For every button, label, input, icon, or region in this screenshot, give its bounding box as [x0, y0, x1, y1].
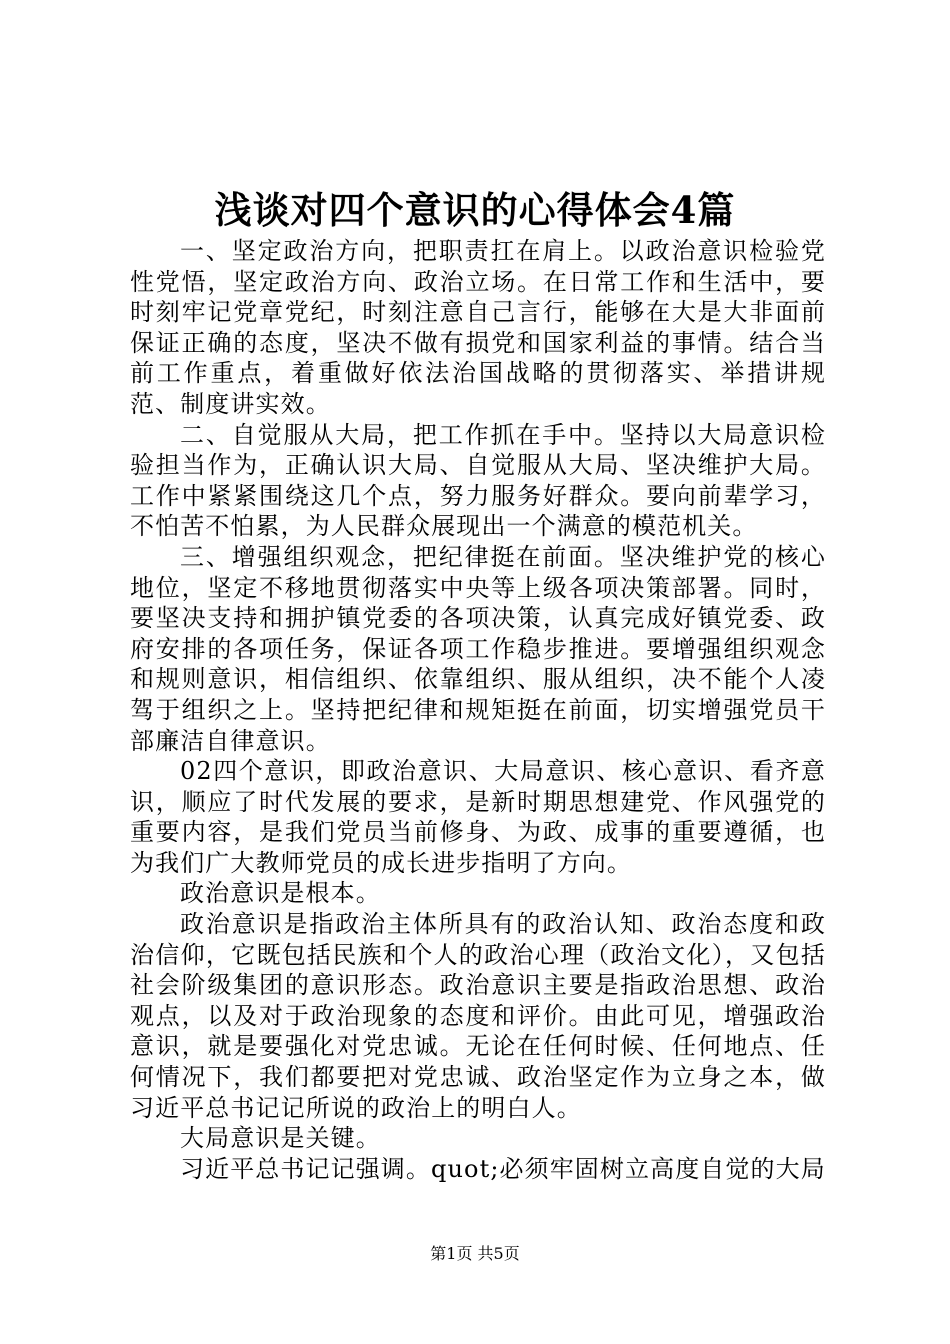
- paragraph-3: 三、增强组织观念，把纪律挺在前面。坚决维护党的核心地位，坚定不移地贯彻落实中央等上级各项决策部署。同时，要坚决支持和拥护镇党委的各项决策，认真完成好镇党委、政府安排的各项任务，保证各项工作稳步推进。要增强组织观念和规则意识，相信组织、依靠组织、服从组织，决不能个人凌驾于组织之上。坚持把纪律和规矩挺在前面，切实增强党员干部廉洁自律意识。: [130, 542, 826, 755]
- paragraph-1: 一、坚定政治方向，把职责扛在肩上。以政治意识检验党性党悟，坚定政治方向、政治立场。在日常工作和生活中，要时刻牢记党章党纪，时刻注意自己言行，能够在大是大非面前保证正确的态度，坚决不做有损党和国家利益的事情。结合当前工作重点，着重做好依法治国战略的贯彻落实、举措讲规范、制度讲实效。: [130, 237, 826, 418]
- document-body: [130, 236, 826, 1184]
- paragraph-2: 二、自觉服从大局，把工作抓在手中。坚持以大局意识检验担当作为，正确认识大局、自觉服从大局、坚决维护大局。工作中紧紧围绕这几个点，努力服务好群众。要向前辈学习，不怕苦不怕累，为人民群众展现出一个满意的模范机关。: [130, 420, 826, 541]
- paragraph-4: 02四个意识，即政治意识、大局意识、核心意识、看齐意识，顺应了时代发展的要求，是新时期思想建党、作风强党的重要内容，是我们党员当前修身、为政、成事的重要遵循，也为我们广大教师党员的成长进步指明了方向。: [130, 757, 826, 877]
- document-title: 浅谈对四个意识的心得体会4篇: [214, 188, 736, 232]
- page-footer: 第1页 共5页: [430, 1244, 520, 1263]
- paragraph-8: 习近平总书记记强调。quot;必须牢固树立高度自觉的大局: [180, 1154, 826, 1183]
- paragraph-7: 大局意识是关键。: [180, 1124, 381, 1153]
- paragraph-6: 政治意识是指政治主体所具有的政治认知、政治态度和政治信仰，它既包括民族和个人的政治心理（政治文化），又包括社会阶级集团的意识形态。政治意识主要是指政治思想、政治观点，以及对于政治现象的态度和评价。由此可见，增强政治意识，就是要强化对党忠诚。无论在任何时候、任何地点、任何情况下，我们都要把对党忠诚、政治坚定作为立身之本，做习近平总书记记所说的政治上的明白人。: [130, 910, 826, 1122]
- paragraph-5: 政治意识是根本。: [180, 879, 381, 908]
